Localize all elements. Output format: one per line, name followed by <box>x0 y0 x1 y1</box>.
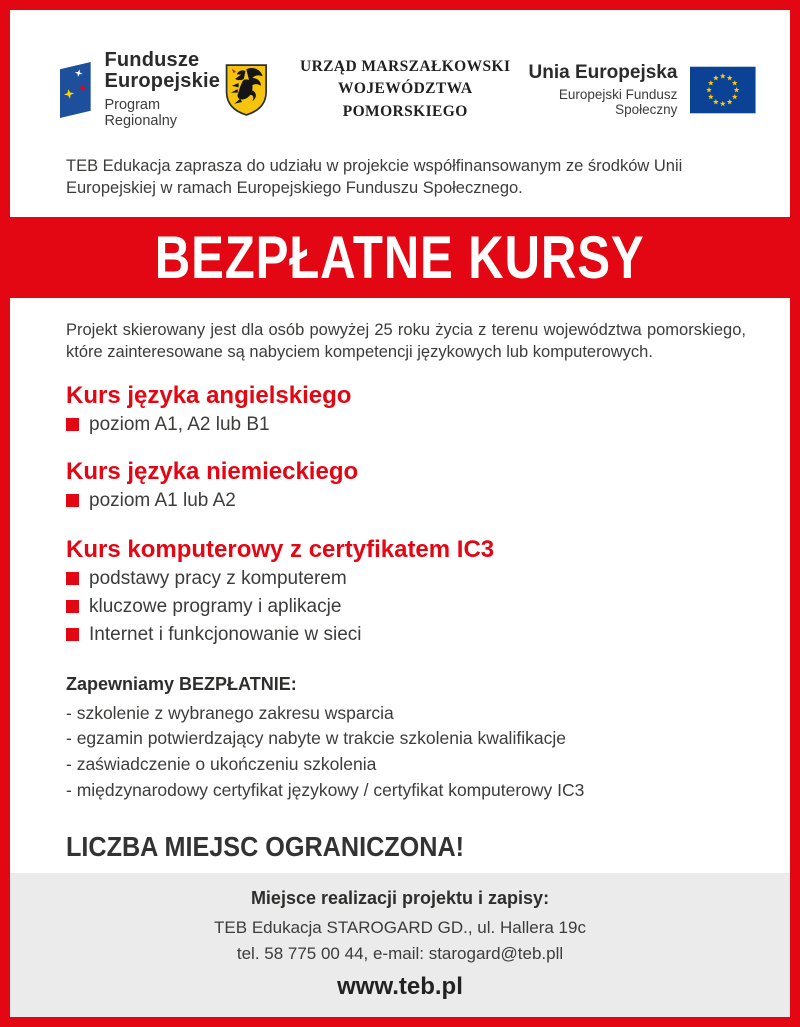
course-item-label: poziom A1, A2 lub B1 <box>89 413 270 435</box>
footer <box>10 873 790 1017</box>
eu-title: Unia Europejska <box>528 62 678 83</box>
course-title-german: Kurs języka niemieckiego <box>66 457 359 485</box>
banner-title: BEZPŁATNE KURSY <box>155 223 645 291</box>
red-square-bullet-icon <box>66 494 79 507</box>
fe-logo-text <box>104 50 223 129</box>
footer-heading: Miejsce realizacji projektu i zapisy: <box>250 888 550 908</box>
marshal-line2: WOJEWÓDZTWA POMORSKIEGO <box>337 80 473 120</box>
pomorskie-coat-of-arms-icon <box>224 58 269 122</box>
course-item-label: poziom A1 lub A2 <box>89 489 236 511</box>
list-item: - szkolenie z wybranego zakresu wsparcia <box>66 702 394 723</box>
fe-flag-icon <box>60 59 92 121</box>
limited-places-heading: LICZBA MIEJSC OGRANICZONA! <box>66 830 465 862</box>
logo-bar <box>60 50 756 129</box>
free-section-list <box>66 701 746 804</box>
footer-website: www.teb.pl <box>337 973 463 1000</box>
list-item: - zaświadczenie o ukończeniu szkolenia <box>66 754 377 775</box>
fundusze-europejskie-logo <box>60 50 224 129</box>
european-union-logo <box>518 62 756 117</box>
red-square-bullet-icon <box>66 628 79 641</box>
list-item <box>66 568 746 590</box>
list-item <box>66 624 746 646</box>
red-square-bullet-icon <box>66 572 79 585</box>
course-item-label: kluczowe programy i aplikacje <box>89 595 342 617</box>
course-title-computer: Kurs komputerowy z certyfikatem IC3 <box>66 535 495 563</box>
marshal-office-logo <box>224 56 519 123</box>
intro-text: TEB Edukacja zaprasza do udziału w projekcie współfinansowanym ze środków Unii Europejskiej w ramach Europejskiego Funduszu Społecznego. <box>66 157 683 197</box>
fe-title-line1: Fundusze <box>104 49 200 71</box>
red-square-bullet-icon <box>66 418 79 431</box>
eu-flag-icon <box>690 63 756 117</box>
course-item-label: podstawy pracy z komputerem <box>89 567 347 589</box>
list-item <box>66 596 746 618</box>
footer-contact: tel. 58 775 00 44, e-mail: starogard@teb.pll <box>236 944 564 963</box>
eu-logo-text <box>518 62 677 117</box>
list-item: - międzynarodowy certyfikat językowy / certyfikat komputerowy IC3 <box>66 779 585 800</box>
title-banner <box>10 217 790 298</box>
footer-address: TEB Edukacja STAROGARD GD., ul. Hallera 19c <box>214 918 586 937</box>
red-square-bullet-icon <box>66 600 79 613</box>
marshal-line1: URZĄD MARSZAŁKOWSKI <box>300 57 511 75</box>
fe-subtitle: Program Regionalny <box>104 97 178 129</box>
list-item <box>66 414 746 436</box>
eu-subtitle: Europejski Fundusz Społeczny <box>558 87 678 117</box>
lead-paragraph: Projekt skierowany jest dla osób powyżej 25 roku życia z terenu województwa pomorskiego, które zainteresowane są nabyciem kompetencji językowych lub komputerowych. <box>66 320 746 361</box>
main-content <box>10 320 790 895</box>
list-item: - egzamin potwierdzający nabyte w trakcie szkolenia kwalifikacje <box>66 728 566 749</box>
course-item-label: Internet i funkcjonowanie w sieci <box>89 623 362 645</box>
fe-title-line2: Europejskie <box>104 70 221 92</box>
free-section-heading: Zapewniamy BEZPŁATNIE: <box>66 673 297 694</box>
course-title-english: Kurs języka angielskiego <box>66 381 352 409</box>
list-item <box>66 490 746 512</box>
marshal-office-text <box>292 56 518 123</box>
